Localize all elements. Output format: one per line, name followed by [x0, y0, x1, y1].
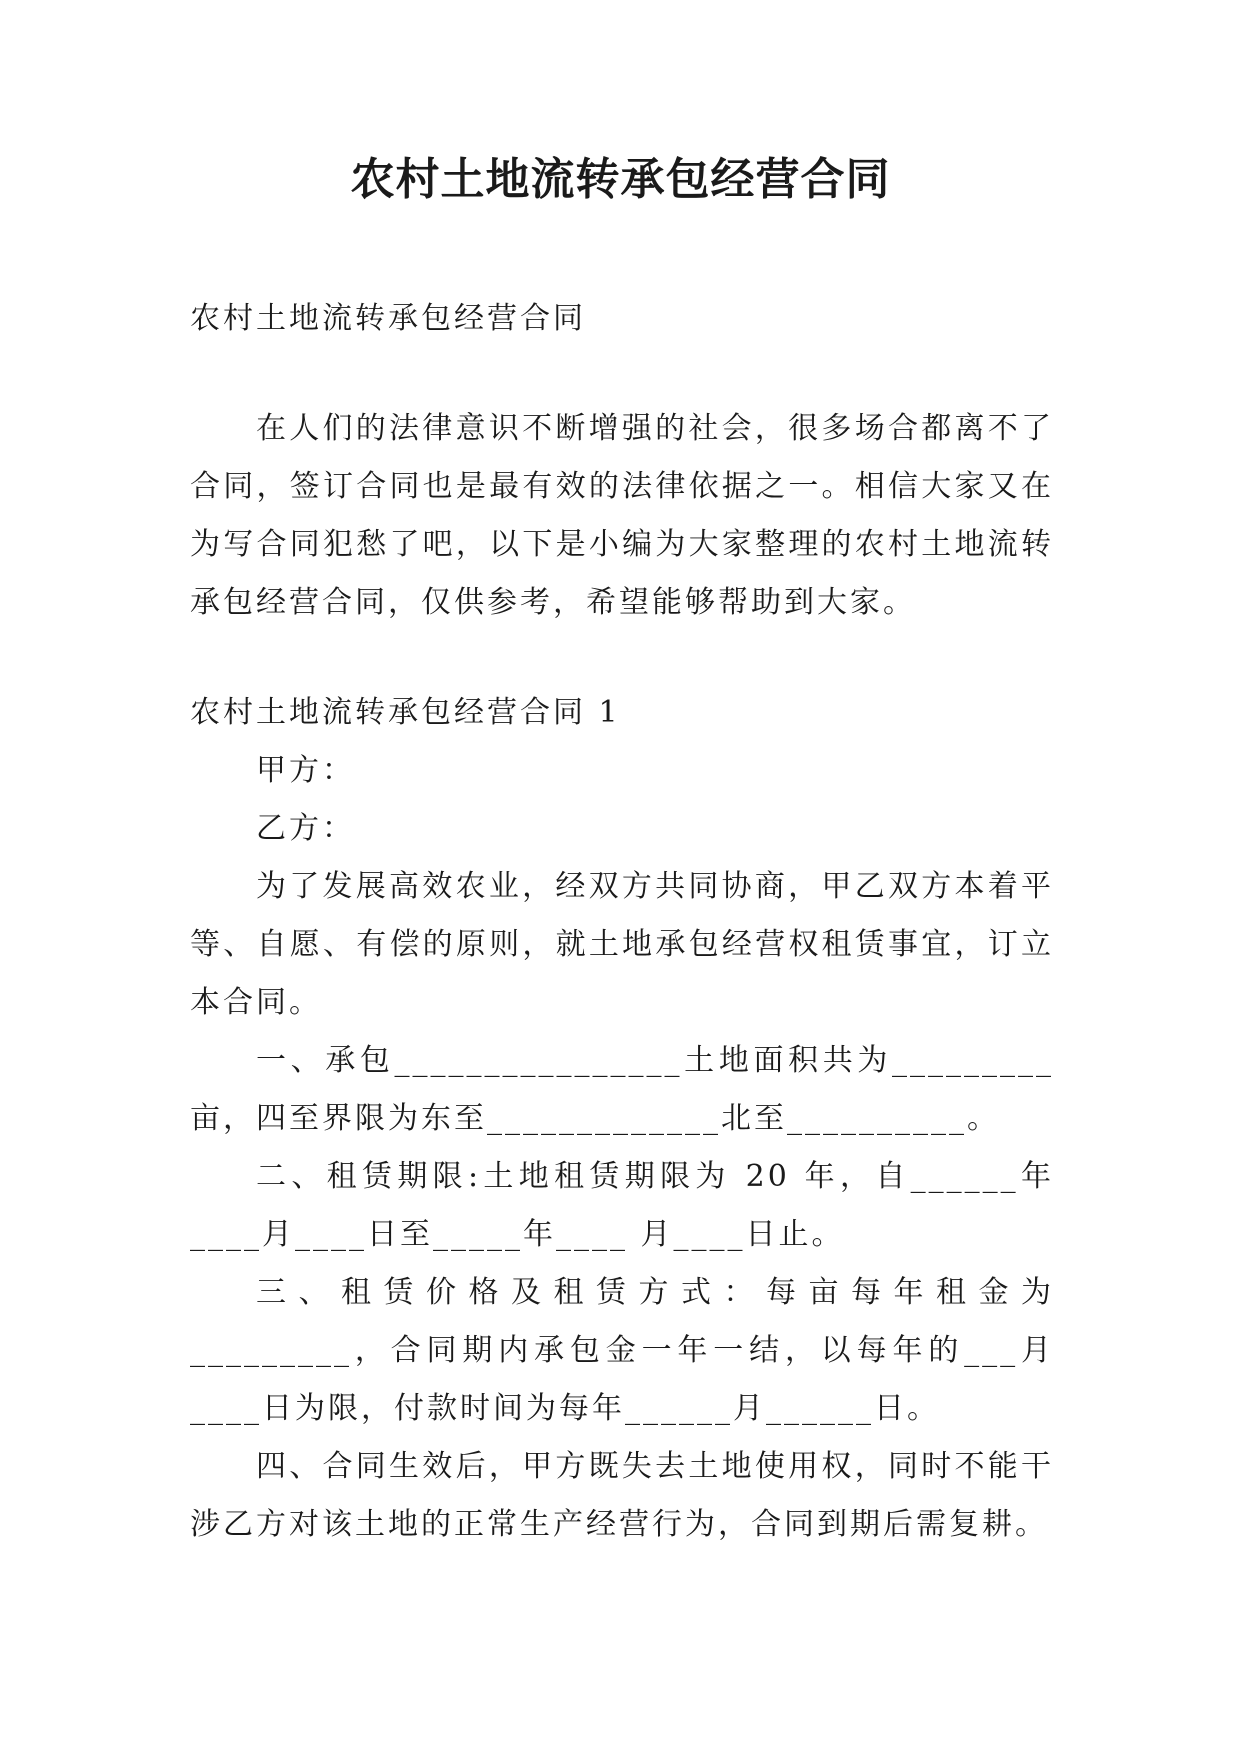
document-body	[190, 290, 1054, 1554]
clause-4: 四、合同生效后，甲方既失去土地使用权，同时不能干涉乙方对该土地的正常生产经营行为，合同到期后需复耕。	[190, 1449, 1054, 1542]
document-title: 农村土地流转承包经营合同	[350, 154, 891, 205]
section-heading: 农村土地流转承包经营合同 1	[190, 695, 621, 730]
clause-3: 三、租赁价格及租赁方式：每亩每年租金为_________，合同期内承包金一年一结，以每年的___月____日为限，付款时间为每年______月______日。	[190, 1275, 1054, 1426]
party-b-line: 乙方：	[256, 811, 355, 846]
clause-2: 二、租赁期限:土地租赁期限为 20 年，自______年____月____日至_____年____ 月____日止。	[190, 1159, 1054, 1252]
preamble-paragraph: 为了发展高效农业，经双方共同协商，甲乙双方本着平等、自愿、有偿的原则，就土地承包经营权租赁事宜，订立本合同。	[190, 869, 1054, 1020]
party-a-line: 甲方：	[256, 753, 355, 788]
document-subtitle: 农村土地流转承包经营合同	[190, 301, 586, 336]
intro-paragraph: 在人们的法律意识不断增强的社会，很多场合都离不了合同，签订合同也是最有效的法律依据之一。相信大家又在为写合同犯愁了吧，以下是小编为大家整理的农村土地流转承包经营合同，仅供参考，希望能够帮助到大家。	[190, 411, 1054, 620]
clause-1: 一、承包________________土地面积共为_________亩，四至界限为东至_____________北至__________。	[190, 1043, 1054, 1136]
